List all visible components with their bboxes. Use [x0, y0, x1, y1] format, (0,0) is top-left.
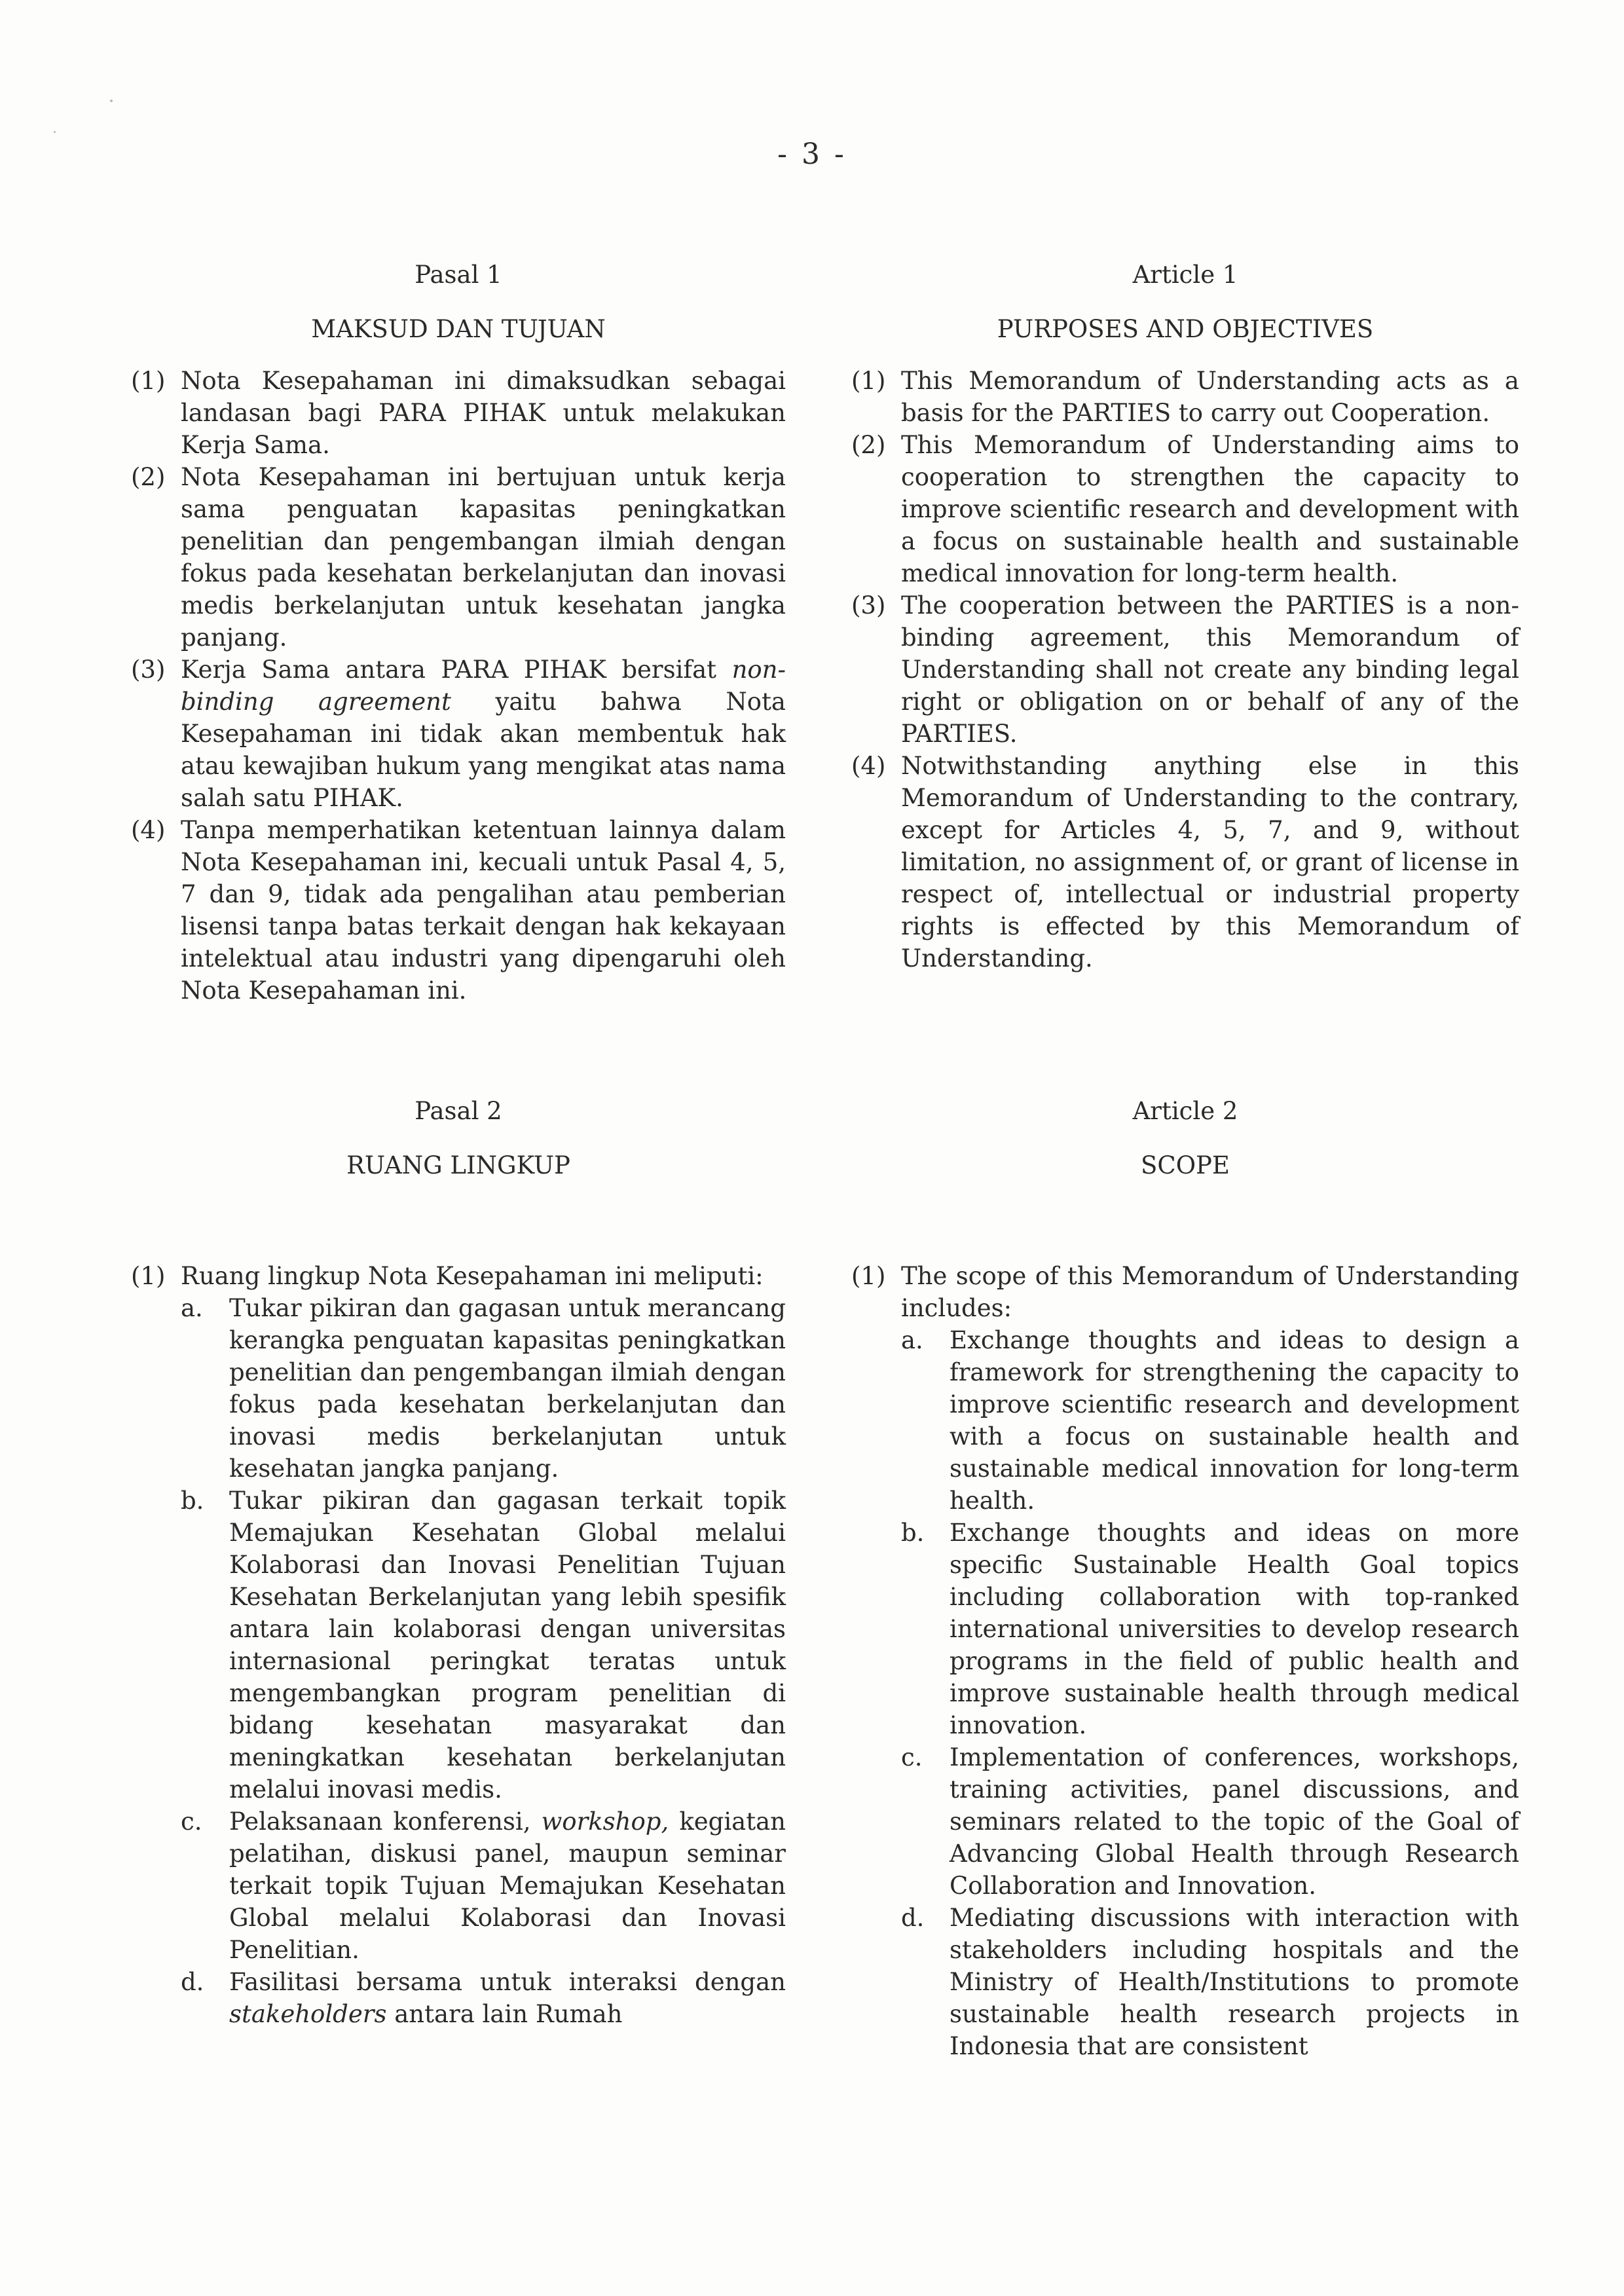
clause [131, 654, 786, 814]
article-title: RUANG LINGKUP [346, 1151, 570, 1179]
sub-text: Fasilitasi bersama untuk interaksi dengan stakeholders antara lain Rumah [229, 1968, 786, 2028]
clause-text: Notwithstanding anything else in this Memorandum of Understanding to the contrary, except for Articles 4, 5, 7, and 9, without limitation, no assignment of, or grant of license in respect of, intellectual or industrial property rights is effected by this Memorandum of Understanding. [901, 752, 1519, 972]
clause-number: (1) [131, 367, 166, 395]
clause [851, 589, 1519, 750]
clause-number: (1) [851, 1262, 886, 1290]
sub-clause [901, 1517, 1519, 1741]
sub-letter: d. [901, 1904, 925, 1932]
clause-text: The cooperation between the PARTIES is a non-binding agreement, this Memorandum of Understanding shall not create any binding legal right or obligation on or behalf of any of the PARTIES. [901, 591, 1519, 748]
article-title: SCOPE [1141, 1151, 1230, 1179]
clause [851, 365, 1519, 429]
clause [851, 429, 1519, 589]
sub-text: Tukar pikiran dan gagasan terkait topik Memajukan Kesehatan Global melalui Kolaborasi dan Inovasi Penelitian Tujuan Kesehatan Berkelanjutan yang lebih spesifik antara lain kolaborasi dengan universitas internasional peringkat teratas untuk mengembangkan program penelitian di bidang kesehatan masyarakat dan meningkatkan kesehatan berkelanjutan melalui inovasi medis. [229, 1487, 786, 1804]
sub-clause [181, 1485, 786, 1805]
sub-clause [181, 1966, 786, 2030]
right-article-2 [851, 1095, 1519, 2062]
sub-letter: d. [181, 1968, 204, 1996]
article-label: Article 1 [1132, 261, 1238, 289]
article-label: Article 2 [1132, 1097, 1238, 1125]
left-article-2 [131, 1095, 786, 2030]
clause-text: Nota Kesepahaman ini dimaksudkan sebagai landasan bagi PARA PIHAK untuk melakukan Kerja Sama. [181, 367, 786, 459]
sub-letter: b. [901, 1519, 925, 1547]
article-label: Pasal 1 [415, 261, 502, 289]
clause-text: This Memorandum of Understanding aims to cooperation to strengthen the capacity to improve scientific research and development with a focus on sustainable health and sustainable medical innovation for long-term health. [901, 431, 1519, 587]
clause-number: (3) [851, 591, 886, 620]
clause-intro: The scope of this Memorandum of Understanding includes: [901, 1262, 1519, 1322]
sub-clause [181, 1292, 786, 1485]
sub-letter: a. [181, 1294, 203, 1322]
article-title: PURPOSES AND OBJECTIVES [997, 315, 1374, 343]
sub-letter: c. [901, 1743, 923, 1771]
sub-clause [901, 1324, 1519, 1517]
sub-clause [181, 1805, 786, 1966]
italic-term: workshop, [541, 1807, 669, 1836]
left-article-1 [131, 259, 786, 1007]
clause [131, 461, 786, 654]
clause [131, 365, 786, 461]
clause-number: (3) [131, 656, 166, 684]
sub-text: Mediating discussions with interaction with stakeholders including hospitals and the Ministry of Health/Institutions to promote sustainable health research projects in Indonesia that are consistent [950, 1904, 1519, 2060]
sub-letter: b. [181, 1487, 204, 1515]
italic-term: stakeholders [229, 2000, 387, 2028]
clause-number: (2) [851, 431, 886, 459]
sub-letter: a. [901, 1326, 923, 1354]
italic-term: non-binding agreement [181, 656, 786, 716]
clause-text: Kerja Sama antara PARA PIHAK bersifat non-binding agreement yaitu bahwa Nota Kesepahaman ini tidak akan membentuk hak atau kewajiban hukum yang mengikat atas nama salah satu PIHAK. [181, 656, 786, 812]
sub-text: Pelaksanaan konferensi, workshop, kegiatan pelatihan, diskusi panel, maupun seminar terkait topik Tujuan Memajukan Kesehatan Global melalui Kolaborasi dan Inovasi Penelitian. [229, 1807, 786, 1964]
clause-number: (1) [131, 1262, 166, 1290]
sub-text: Tukar pikiran dan gagasan untuk merancang kerangka penguatan kapasitas peningkatkan penelitian dan pengembangan ilmiah dengan fokus pada kesehatan berkelanjutan dan inovasi medis berkelanjutan untuk kesehatan jangka panjang. [229, 1294, 786, 1483]
clause [131, 814, 786, 1007]
right-article-1 [851, 259, 1519, 974]
sub-text: Exchange thoughts and ideas on more specific Sustainable Health Goal topics including collaboration with top-ranked international universities to develop research programs in the field of public health and improve sustainable health through medical innovation. [950, 1519, 1519, 1739]
sub-text: Implementation of conferences, workshops, training activities, panel discussions, and seminars related to the topic of the Goal of Advancing Global Health through Research Collaboration and Innovation. [950, 1743, 1519, 1900]
sub-text: Exchange thoughts and ideas to design a framework for strengthening the capacity to improve scientific research and development with a focus on sustainable health and sustainable medical innovation for long-term health. [950, 1326, 1519, 1515]
clause-text: Tanpa memperhatikan ketentuan lainnya dalam Nota Kesepahaman ini, kecuali untuk Pasal 4, 5, 7 dan 9, tidak ada pengalihan atau pemberian lisensi tanpa batas terkait dengan hak kekayaan intelektual atau industri yang dipengaruhi oleh Nota Kesepahaman ini. [181, 816, 786, 1005]
sub-letter: c. [181, 1807, 202, 1836]
clause [851, 750, 1519, 974]
scan-speck [110, 100, 113, 102]
clause-number: (2) [131, 463, 166, 491]
clause-number: (4) [851, 752, 886, 780]
clause-intro: Ruang lingkup Nota Kesepahaman ini meliputi: [181, 1262, 764, 1290]
sub-clause [901, 1741, 1519, 1902]
scan-speck [54, 131, 56, 133]
article-label: Pasal 2 [415, 1097, 502, 1125]
article-title: MAKSUD DAN TUJUAN [311, 315, 606, 343]
clause-number: (4) [131, 816, 166, 844]
sub-clause [901, 1902, 1519, 2062]
clause [131, 1260, 786, 2030]
clause [851, 1260, 1519, 2062]
page-number: - 3 - [777, 138, 847, 171]
clause-text: This Memorandum of Understanding acts as a basis for the PARTIES to carry out Cooperation. [901, 367, 1519, 427]
clause-number: (1) [851, 367, 886, 395]
clause-text: Nota Kesepahaman ini bertujuan untuk kerja sama penguatan kapasitas peningkatkan penelitian dan pengembangan ilmiah dengan fokus pada kesehatan berkelanjutan dan inovasi medis berkelanjutan untuk kesehatan jangka panjang. [181, 463, 786, 652]
